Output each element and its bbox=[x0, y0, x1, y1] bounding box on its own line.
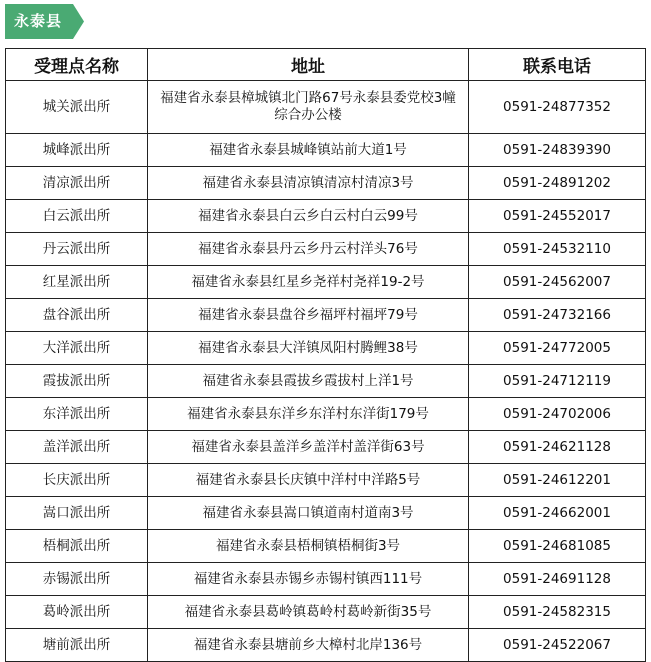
phone-cell: 0591-24732166 bbox=[469, 299, 646, 332]
address-cell: 福建省永泰县嵩口镇道南村道南3号 bbox=[148, 497, 469, 530]
header-address: 地址 bbox=[148, 49, 469, 81]
station-name-cell: 葛岭派出所 bbox=[6, 596, 148, 629]
station-name-cell: 城关派出所 bbox=[6, 81, 148, 134]
phone-cell: 0591-24877352 bbox=[469, 81, 646, 134]
table-row bbox=[6, 167, 646, 200]
table-row bbox=[6, 134, 646, 167]
station-name-cell: 红星派出所 bbox=[6, 266, 148, 299]
station-name-cell: 大洋派出所 bbox=[6, 332, 148, 365]
address-cell: 福建省永泰县城峰镇站前大道1号 bbox=[148, 134, 469, 167]
address-cell: 福建省永泰县赤锡乡赤锡村镇西111号 bbox=[148, 563, 469, 596]
phone-cell: 0591-24691128 bbox=[469, 563, 646, 596]
phone-cell: 0591-24772005 bbox=[469, 332, 646, 365]
address-cell: 福建省永泰县盘谷乡福坪村福坪79号 bbox=[148, 299, 469, 332]
table-row bbox=[6, 200, 646, 233]
table-row bbox=[6, 266, 646, 299]
table-row bbox=[6, 629, 646, 662]
station-name-cell: 塘前派出所 bbox=[6, 629, 148, 662]
station-name-cell: 嵩口派出所 bbox=[6, 497, 148, 530]
table-header-row bbox=[6, 49, 646, 81]
address-cell: 福建省永泰县长庆镇中洋村中洋路5号 bbox=[148, 464, 469, 497]
table-row bbox=[6, 365, 646, 398]
address-cell: 福建省永泰县霞拔乡霞拔村上洋1号 bbox=[148, 365, 469, 398]
phone-cell: 0591-24532110 bbox=[469, 233, 646, 266]
address-cell: 福建省永泰县清凉镇清凉村清凉3号 bbox=[148, 167, 469, 200]
address-cell: 福建省永泰县葛岭镇葛岭村葛岭新街35号 bbox=[148, 596, 469, 629]
table-row bbox=[6, 530, 646, 563]
address-cell: 福建省永泰县盖洋乡盖洋村盖洋街63号 bbox=[148, 431, 469, 464]
station-name-cell: 梧桐派出所 bbox=[6, 530, 148, 563]
county-tag bbox=[5, 4, 84, 39]
table-row bbox=[6, 299, 646, 332]
county-tag-label: 永泰县 bbox=[14, 12, 63, 30]
table-row bbox=[6, 332, 646, 365]
station-name-cell: 盖洋派出所 bbox=[6, 431, 148, 464]
station-name-cell: 赤锡派出所 bbox=[6, 563, 148, 596]
address-cell: 福建省永泰县梧桐镇梧桐街3号 bbox=[148, 530, 469, 563]
phone-cell: 0591-24552017 bbox=[469, 200, 646, 233]
address-cell: 福建省永泰县白云乡白云村白云99号 bbox=[148, 200, 469, 233]
table-row bbox=[6, 431, 646, 464]
phone-cell: 0591-24712119 bbox=[469, 365, 646, 398]
station-name-cell: 清凉派出所 bbox=[6, 167, 148, 200]
station-name-cell: 城峰派出所 bbox=[6, 134, 148, 167]
phone-cell: 0591-24839390 bbox=[469, 134, 646, 167]
address-cell: 福建省永泰县东洋乡东洋村东洋街179号 bbox=[148, 398, 469, 431]
table-row bbox=[6, 398, 646, 431]
station-name-cell: 霞拔派出所 bbox=[6, 365, 148, 398]
table-row bbox=[6, 497, 646, 530]
table-row bbox=[6, 81, 646, 134]
header-name: 受理点名称 bbox=[6, 49, 148, 81]
phone-cell: 0591-24582315 bbox=[469, 596, 646, 629]
station-name-cell: 长庆派出所 bbox=[6, 464, 148, 497]
address-cell: 福建省永泰县丹云乡丹云村洋头76号 bbox=[148, 233, 469, 266]
phone-cell: 0591-24562007 bbox=[469, 266, 646, 299]
address-cell: 福建省永泰县大洋镇凤阳村腾鲤38号 bbox=[148, 332, 469, 365]
phone-cell: 0591-24891202 bbox=[469, 167, 646, 200]
table-row bbox=[6, 464, 646, 497]
table-row bbox=[6, 233, 646, 266]
police-station-table bbox=[5, 48, 646, 662]
phone-cell: 0591-24621128 bbox=[469, 431, 646, 464]
header-phone: 联系电话 bbox=[469, 49, 646, 81]
station-name-cell: 东洋派出所 bbox=[6, 398, 148, 431]
phone-cell: 0591-24702006 bbox=[469, 398, 646, 431]
station-name-cell: 白云派出所 bbox=[6, 200, 148, 233]
table-row bbox=[6, 596, 646, 629]
address-cell: 福建省永泰县红星乡尧祥村尧祥19-2号 bbox=[148, 266, 469, 299]
phone-cell: 0591-24612201 bbox=[469, 464, 646, 497]
address-cell: 福建省永泰县樟城镇北门路67号永泰县委党校3幢综合办公楼 bbox=[148, 81, 469, 134]
station-name-cell: 丹云派出所 bbox=[6, 233, 148, 266]
table-row bbox=[6, 563, 646, 596]
phone-cell: 0591-24522067 bbox=[469, 629, 646, 662]
address-cell: 福建省永泰县塘前乡大樟村北岸136号 bbox=[148, 629, 469, 662]
station-name-cell: 盘谷派出所 bbox=[6, 299, 148, 332]
phone-cell: 0591-24662001 bbox=[469, 497, 646, 530]
phone-cell: 0591-24681085 bbox=[469, 530, 646, 563]
